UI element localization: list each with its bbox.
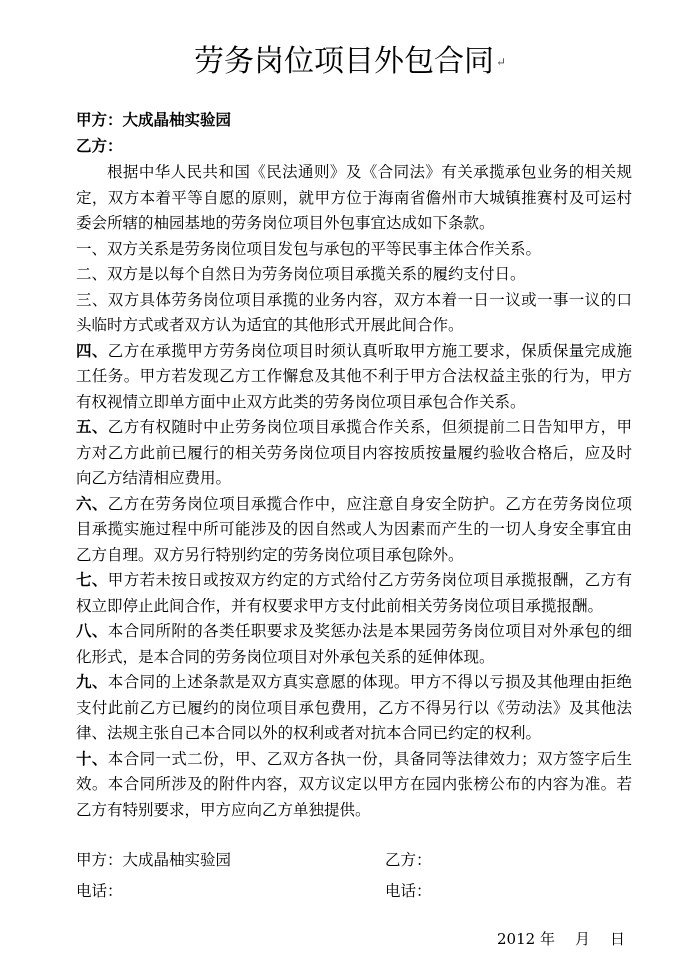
date-day: 日 <box>609 930 625 948</box>
title-text: 劳务岗位项目外包合同 <box>193 44 494 79</box>
clause-text: 甲方若未按日或按双方约定的方式给付乙方劳务岗位项目承揽报酬，乙方有权立即停止此间合作，并有权要求甲方支付此前相关劳务岗位项目承揽报酬。 <box>76 571 632 615</box>
clause-text: 双方关系是劳务岗位项目发包与承包的平等民事主体合作关系。 <box>107 239 542 258</box>
party-b-header: 乙方： <box>76 137 123 155</box>
clause-7 <box>76 568 632 619</box>
clause-number: 二、 <box>76 265 108 283</box>
clause-text: 双方具体劳务岗位项目承揽的业务内容，双方本着一日一议或一事一议的口头临时方式或者双方认为适宜的其他形式开展此间合作。 <box>76 290 632 334</box>
contract-body <box>76 160 632 823</box>
clause-text: 本合同的上述条款是双方真实意愿的体现。甲方不得以亏损及其他理由拒绝支付此前乙方已履约的岗位项目承包费用，乙方不得另行以《劳动法》及其他法律、法规主张自己本合同以外的权利或者对抗本合同已约定的权利。 <box>76 673 632 742</box>
party-a-header: 甲方：大成晶柚实验园 <box>76 111 232 129</box>
date-month: 月 <box>574 930 590 948</box>
clause-10 <box>76 747 632 824</box>
clause-text: 乙方有权随时中止劳务岗位项目承揽合作关系，但须提前二日告知甲方，甲方对乙方此前已履行的相关劳务岗位项目内容按质按量履约验收合格后，应及时向乙方结清相应费用。 <box>76 418 632 487</box>
clause-9 <box>76 670 632 747</box>
clause-5 <box>76 415 632 492</box>
clause-number: 三、 <box>76 290 108 309</box>
clause-number: 九、 <box>76 673 108 691</box>
signature-party-a: 甲方：大成晶柚实验园 <box>76 851 232 869</box>
clause-6 <box>76 492 632 569</box>
clause-text: 双方是以每个自然日为劳务岗位项目承揽关系的履约支付日。 <box>107 265 526 283</box>
date-year: 2012 年 <box>497 930 555 948</box>
clause-number: 四、 <box>76 341 108 360</box>
clause-text: 本合同一式二份，甲、乙双方各执一份，具备同等法律效力；双方签字后生效。本合同所涉及的附件内容，双方议定以甲方在园内张榜公布的内容为准。若乙方有特别要求，甲方应向乙方单独提供。 <box>76 749 632 819</box>
clause-text: 本合同所附的各类任职要求及奖惩办法是本果园劳务岗位项目对外承包的细化形式，是本合同的劳务岗位项目对外承包关系的延伸体现。 <box>76 622 632 666</box>
clause-number: 八、 <box>76 622 108 640</box>
clause-number: 五、 <box>76 418 108 436</box>
telephone-party-b: 电话： <box>385 882 432 900</box>
clause-text: 乙方在劳务岗位项目承揽合作中，应注意自身安全防护。乙方在劳务岗位项目承揽实施过程中所可能涉及的因自然或人为因素而产生的一切人身安全事宜由乙方自理。双方另行特别约定的劳务岗位项目承包除外。 <box>76 494 632 564</box>
clause-number: 一、 <box>76 239 108 258</box>
document-title <box>0 42 700 82</box>
signing-date <box>497 928 625 950</box>
clause-number: 六、 <box>76 494 108 513</box>
paragraph-mark-icon: ↵ <box>495 55 507 69</box>
clause-number: 十、 <box>76 749 108 768</box>
clause-text: 乙方在承揽甲方劳务岗位项目时须认真听取甲方施工要求，保质保量完成施工任务。甲方若发现乙方工作懈怠及其他不利于甲方合法权益主张的行为，甲方有权视情立即单方面中止双方此类的劳务岗位项目承包合作关系。 <box>76 341 632 411</box>
clause-8 <box>76 619 632 670</box>
clause-2 <box>76 262 632 288</box>
telephone-party-a: 电话： <box>76 882 123 900</box>
signature-party-b: 乙方： <box>385 851 432 869</box>
intro-paragraph: 根据中华人民共和国《民法通则》及《合同法》有关承揽承包业务的相关规定，双方本着平等自愿的原则，就甲方位于海南省儋州市大城镇推赛村及可运村委会所辖的柚园基地的劳务岗位项目外包事宜达成如下条款。 <box>76 163 632 232</box>
clause-3 <box>76 288 632 339</box>
clause-4 <box>76 339 632 416</box>
clause-1 <box>76 237 632 263</box>
clause-number: 七、 <box>76 571 108 589</box>
